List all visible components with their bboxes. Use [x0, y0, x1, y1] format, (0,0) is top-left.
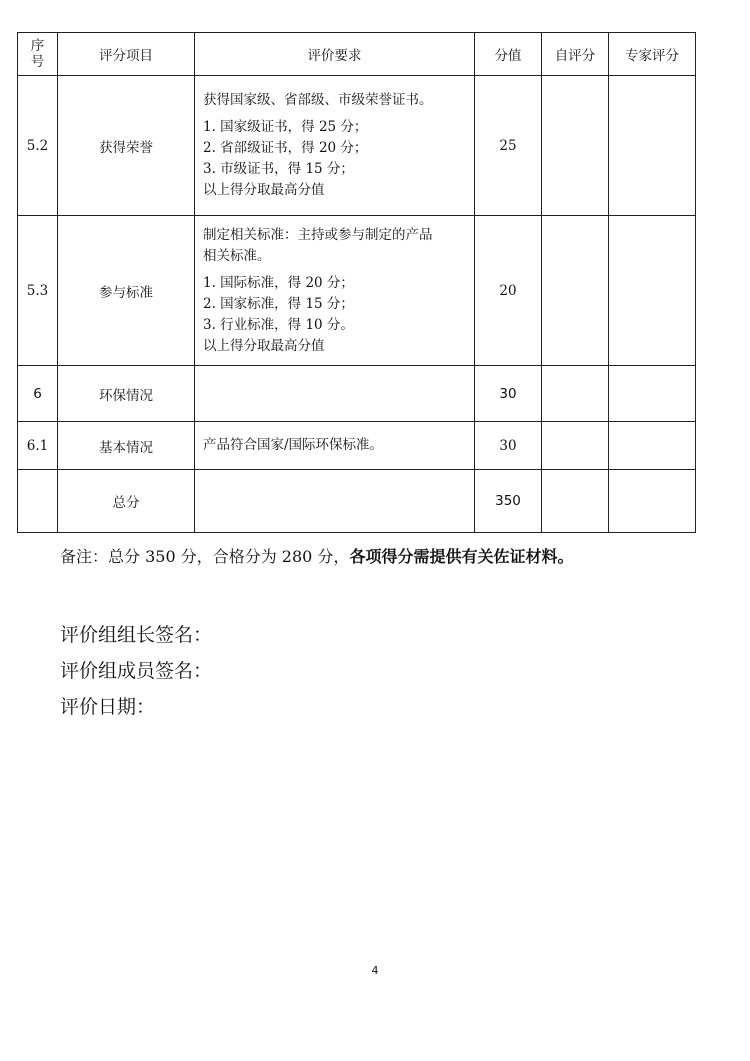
header-serial-number — [18, 33, 58, 76]
requirement-item: 3. 行业标准，得 10 分。 — [203, 316, 354, 333]
row-self-score[interactable] — [542, 470, 609, 533]
header-self-score: 自评分 — [542, 33, 609, 76]
row-expert-score[interactable] — [609, 366, 696, 422]
row-item: 参与标准 — [58, 216, 195, 366]
row-requirement — [195, 76, 475, 216]
row-self-score[interactable] — [542, 422, 609, 470]
row-score: 30 — [475, 422, 542, 470]
row-score: 30 — [475, 366, 542, 422]
remark-prefix: 备注：总分 350 分，合格分为 280 分， — [60, 547, 350, 566]
requirement-item: 1. 国际标准，得 20 分； — [203, 274, 354, 291]
header-score: 分值 — [475, 33, 542, 76]
row-serial — [18, 470, 58, 533]
row-requirement — [195, 366, 475, 422]
header-requirement: 评价要求 — [195, 33, 475, 76]
row-item: 环保情况 — [58, 366, 195, 422]
row-requirement — [195, 470, 475, 533]
table-header-row — [18, 33, 696, 76]
row-serial: 6.1 — [18, 422, 58, 470]
requirement-item: 2. 国家标准，得 15 分； — [203, 295, 354, 312]
row-requirement: 产品符合国家/国际环保标准。 — [195, 422, 475, 470]
requirement-intro: 制定相关标准：主持或参与制定的产品 — [203, 226, 433, 243]
requirement-tail: 以上得分取最高分值 — [203, 182, 325, 198]
row-requirement — [195, 216, 475, 366]
row-item: 基本情况 — [58, 422, 195, 470]
header-serial-line2: 号 — [30, 54, 45, 70]
row-serial: 5.2 — [18, 76, 58, 216]
table-row — [18, 216, 696, 366]
requirement-item: 3. 市级证书，得 15 分； — [203, 161, 354, 177]
row-self-score[interactable] — [542, 366, 609, 422]
requirement-item: 1. 国家级证书，得 25 分； — [203, 119, 368, 135]
evaluation-date-label: 评价日期： — [60, 696, 156, 718]
table-row — [18, 366, 696, 422]
row-self-score[interactable] — [542, 216, 609, 366]
row-score: 20 — [475, 216, 542, 366]
row-serial: 6 — [18, 366, 58, 422]
leader-signature-label: 评价组组长签名： — [60, 624, 213, 646]
row-expert-score[interactable] — [609, 470, 696, 533]
row-item: 总分 — [58, 470, 195, 533]
members-signature-label: 评价组成员签名： — [60, 660, 213, 682]
row-item: 获得荣誉 — [58, 76, 195, 216]
remark-note — [60, 544, 573, 567]
remark-emphasis: 各项得分需提供有关佐证材料。 — [349, 547, 574, 566]
row-self-score[interactable] — [542, 76, 609, 216]
row-expert-score[interactable] — [609, 422, 696, 470]
table-row — [18, 76, 696, 216]
requirement-intro: 相关标准。 — [203, 247, 271, 264]
header-expert-score: 专家评分 — [609, 33, 696, 76]
row-score: 25 — [475, 76, 542, 216]
row-expert-score[interactable] — [609, 76, 696, 216]
row-expert-score[interactable] — [609, 216, 696, 366]
row-score: 350 — [475, 470, 542, 533]
page-number: 4 — [371, 964, 379, 977]
header-serial-line1: 序 — [30, 38, 45, 54]
header-item: 评分项目 — [58, 33, 195, 76]
table-row — [18, 422, 696, 470]
requirement-tail: 以上得分取最高分值 — [203, 337, 325, 354]
requirement-intro: 获得国家级、省部级、市级荣誉证书。 — [203, 92, 433, 108]
row-serial: 5.3 — [18, 216, 58, 366]
scoring-table — [17, 32, 696, 533]
requirement-item: 2. 省部级证书，得 20 分； — [203, 140, 368, 156]
table-row-total — [18, 470, 696, 533]
